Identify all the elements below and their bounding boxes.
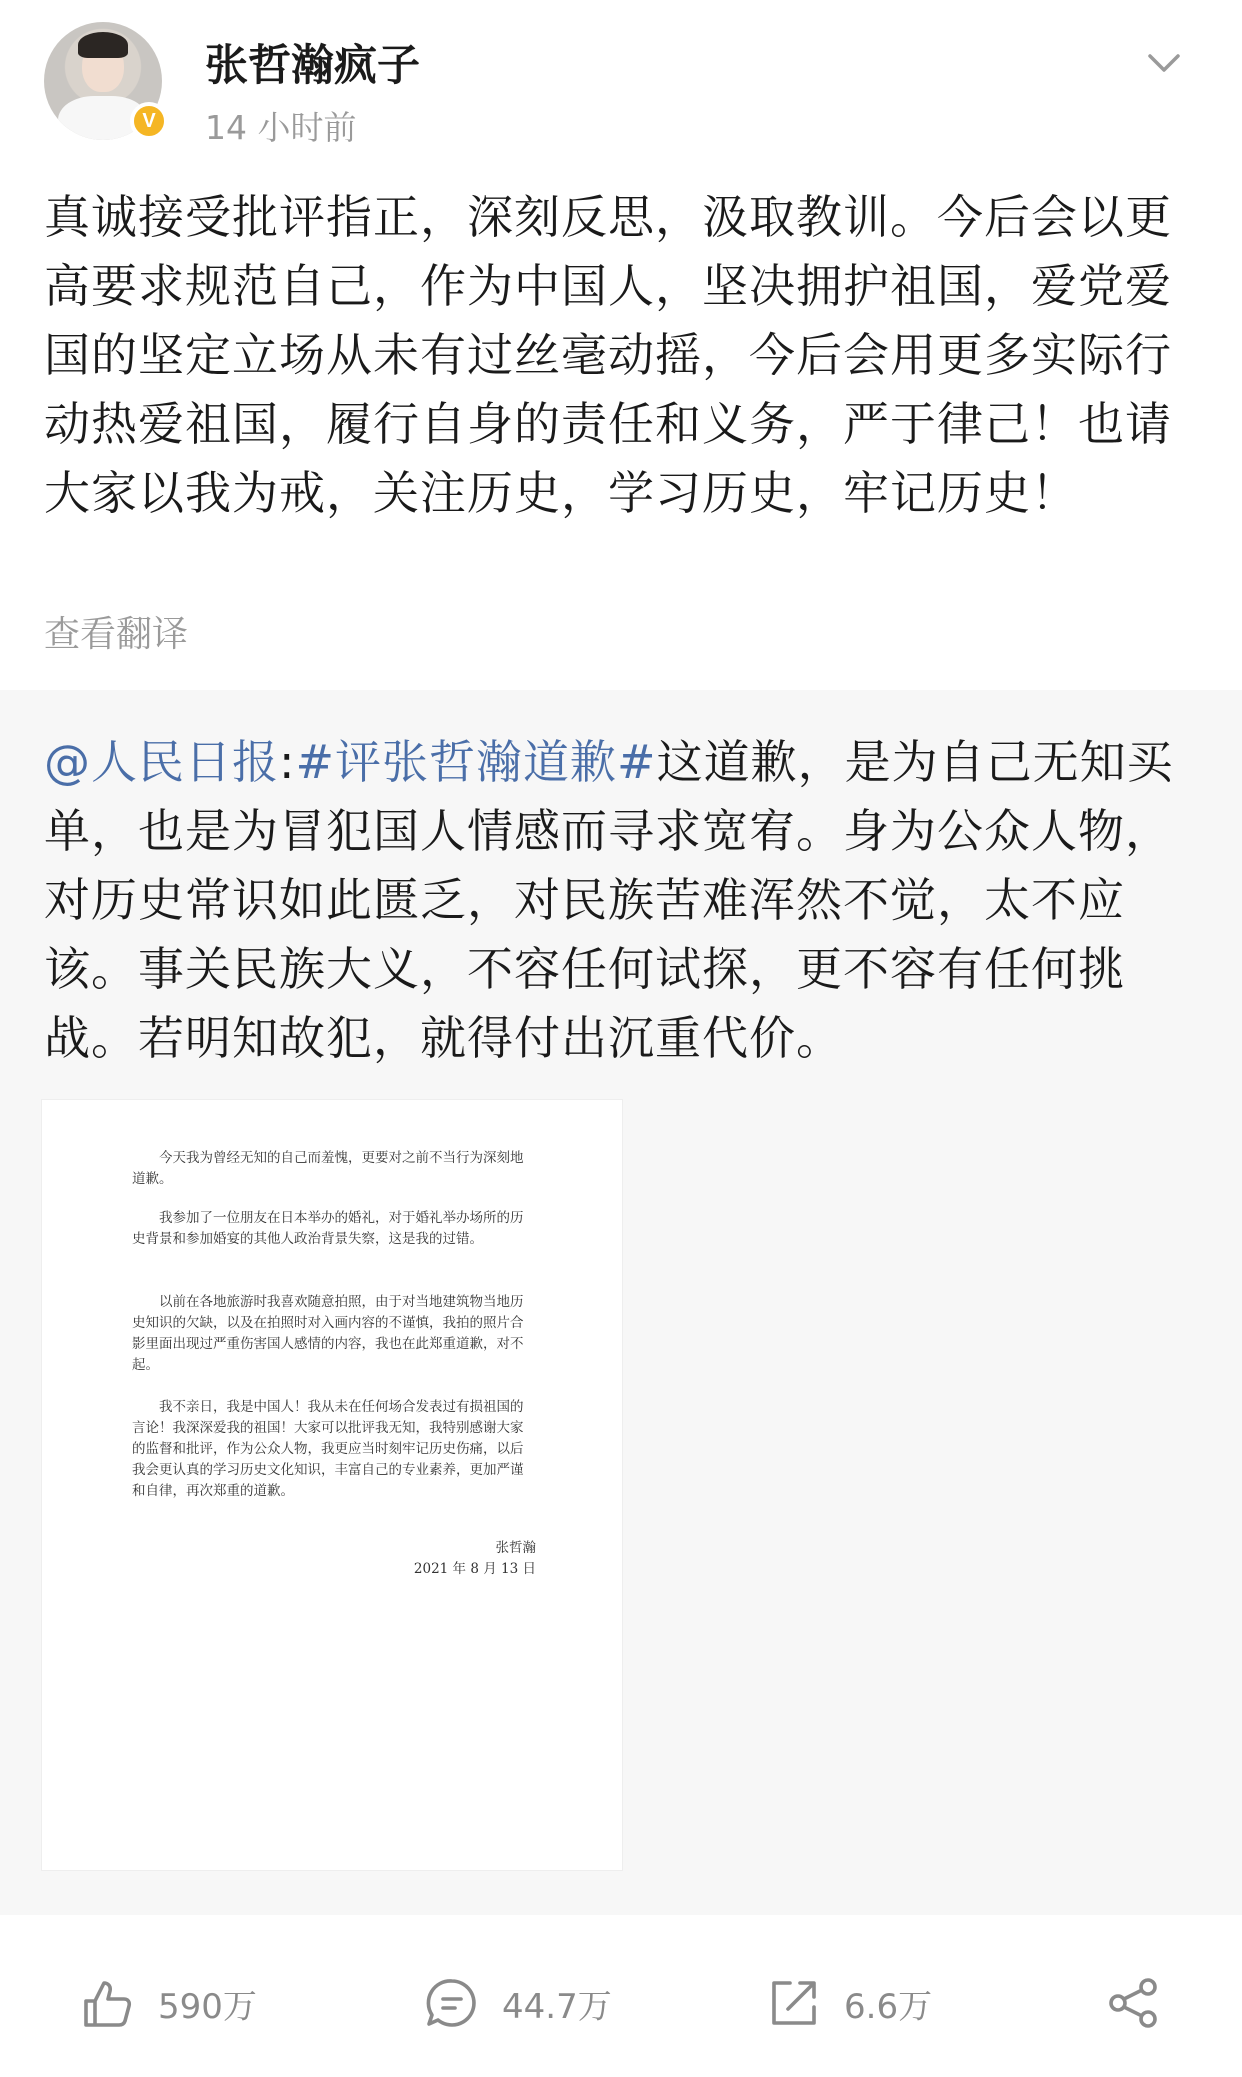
letter-date: 2021 年 8 月 13 日 (413, 1561, 536, 1577)
username[interactable]: 张哲瀚疯子 (205, 41, 420, 91)
post-header (0, 0, 1242, 170)
comment-icon (424, 1975, 480, 2031)
letter-paragraph: 以前在各地旅游时我喜欢随意拍照，由于对当地建筑物当地历史知识的欠缺，以及在拍照时对入画内容的不谨慎，我拍的照片合影里面出现过严重伤害国人感情的内容，我也在此郑重道歉，对不起。 (132, 1294, 524, 1373)
thumbs-up-icon (80, 1975, 136, 2031)
letter-signature: 张哲瀚 (495, 1540, 536, 1556)
letter-paragraph: 我参加了一位朋友在日本举办的婚礼，对于婚礼举办场所的历史背景和参加婚宴的其他人政治背景失察，这是我的过错。 (132, 1210, 524, 1247)
share-icon (1106, 1975, 1162, 2031)
avatar-hair (78, 32, 128, 58)
apology-letter-image[interactable] (42, 1100, 622, 1870)
mention-link[interactable]: @人民日报 (44, 735, 279, 789)
repost-count: 6.6万 (844, 1986, 933, 2027)
verified-badge-icon: V (130, 102, 168, 140)
comment-count: 44.7万 (502, 1986, 612, 2027)
action-bar (0, 1915, 1242, 2077)
like-button[interactable] (80, 1973, 257, 2033)
comment-button[interactable] (424, 1973, 612, 2033)
repost-icon (766, 1975, 822, 2031)
reposted-content[interactable] (0, 690, 1242, 1915)
hashtag-link[interactable]: #评张哲瀚道歉# (295, 735, 657, 789)
view-translation-link[interactable]: 查看翻译 (44, 614, 189, 655)
like-count: 590万 (158, 1986, 257, 2027)
letter-paragraph: 今天我为曾经无知的自己而羞愧，更要对之前不当行为深刻地道歉。 (132, 1150, 524, 1187)
post-time: 14 小时前 (205, 108, 357, 147)
repost-button[interactable] (766, 1973, 932, 2033)
post-text: 真诚接受批评指正，深刻反思，汲取教训。今后会以更高要求规范自己，作为中国人，坚决拥护祖国，爱党爱国的坚定立场从未有过丝毫动摇，今后会用更多实际行动热爱祖国，履行自身的责任和义务，严于律己！也请大家以我为戒，关注历史，学习历史，牢记历史！ (44, 190, 1172, 520)
repost-body: 这道歉，是为自己无知买单，也是为冒犯国人情感而寻求宽宥。身为公众人物，对历史常识如此匮乏，对民族苦难浑然不觉，太不应该。事关民族大义，不容任何试探，更不容有任何挑战。若明知故犯，就得付出沉重代价。 (44, 735, 1174, 1065)
repost-colon: : (279, 735, 296, 789)
letter-paragraph: 我不亲日，我是中国人！我从未在任何场合发表过有损祖国的言论！我深深爱我的祖国！大家可以批评我无知，我特别感谢大家的监督和批评，作为公众人物，我更应当时刻牢记历史伤痛，以后我会更认真的学习历史文化知识，丰富自己的专业素养，更加严谨和自律，再次郑重的道歉。 (132, 1399, 524, 1499)
share-button[interactable] (1106, 1973, 1162, 2033)
repost-text (44, 728, 1204, 1073)
chevron-down-icon[interactable] (1146, 48, 1182, 76)
